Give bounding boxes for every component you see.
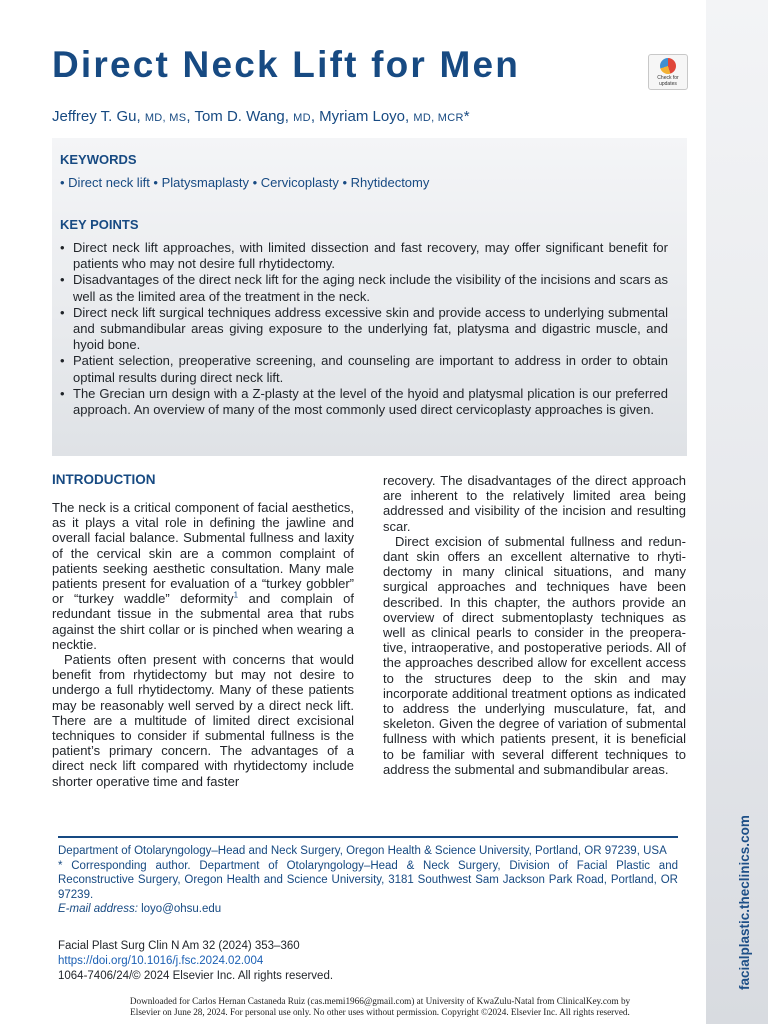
paragraph: recovery. The disadvantages of the direct approach are inherent to the relatively limited area being addressed and visibility of the incision and resulting scar. — [383, 473, 686, 534]
journal-url[interactable]: facialplastic.theclinics.com — [737, 815, 752, 990]
corresponding-author: * Corresponding author. Department of Otolaryngology–Head & Neck Surgery, Division of Facial Plastic and Reconstructive Surgery, Oregon Health and Science University, 3181 Southwest Sam Jackson Park Road, Portland, OR 97239. — [58, 859, 678, 901]
paragraph: The neck is a critical component of facial aesthetics, as it plays a vital role in defining the jawline and overall facial balance. Submental fullness and laxity of the cervical skin are a common complaint of patients seeking aesthetic consultation. Many male patients present for evaluation of a “turkey gobbler” or “turkey waddle” deformity$^1$ and complain of redundant tissue in the submental area that rubs against the shirt collar or is pinched when wearing a necktie. — [52, 500, 354, 652]
author-degree: MD, MCR — [413, 112, 464, 124]
journal-citation: Facial Plast Surg Clin N Am 32 (2024) 353–360 — [58, 940, 300, 952]
crossmark-icon — [660, 58, 676, 74]
author-list: Jeffrey T. Gu, MD, MS, Tom D. Wang, MD, Myriam Loyo, MD, MCR* — [52, 108, 470, 125]
keyword: Cervicoplasty — [260, 175, 339, 190]
affiliations — [58, 844, 678, 917]
doi-link[interactable]: https://doi.org/10.1016/j.fsc.2024.02.004 — [58, 955, 264, 967]
key-points-heading: KEY POINTS — [60, 217, 139, 232]
key-points-list — [60, 240, 668, 418]
affiliation-divider — [58, 836, 678, 838]
author-degree: MD, MS — [144, 112, 187, 124]
keyword: Platysmaplasty — [161, 175, 250, 190]
copyright-line: 1064-7406/24/© 2024 Elsevier Inc. All rights reserved. — [58, 970, 334, 982]
paragraph: Direct excision of submental fullness and redundant skin offers an excellent alternative to rhytidectomy in many clinical situations, and many surgical approaches and techniques have been described. In this chapter, the authors provide an overview of direct submentoplasty techniques as well as clinical pearls to consider in the preoperative, intraoperative, and postoperative periods. All of the approaches described allow for excellent access to the structures deep to the skin and may incorporate additional treatment options as indicated to address the underlying musculature, fat, and skeleton. Given the degree of variation of submental fullness with which patients present, it is beneficial to be familiar with several different techniques to address the submental and submandibular areas. — [383, 533, 686, 777]
paragraph: Patients often present with concerns that would benefit from rhytidectomy but may not desire to undergo a full rhytidectomy. Many of these patients may be reasonably well served by a direct neck lift. There are a multitude of limited direct excisional techniques to consider if submental fullness is the patient’s primary concern. The advantages of a direct neck lift compared with rhytidectomy include shorter operative time and faster — [52, 652, 354, 789]
author-name: Tom D. Wang — [194, 108, 285, 125]
key-point: • Direct neck lift approaches, with limited dissection and fast recovery, may offer significant benefit for patients who may not desire full rhytidectomy. — [60, 240, 668, 272]
email-line: E-mail address: loyo@ohsu.edu — [58, 903, 222, 916]
keyword-list: • Direct neck lift • Platysmaplasty • Cervicoplasty • Rhytidectomy — [60, 175, 430, 190]
article-title: Direct Neck Lift for Men — [52, 44, 521, 85]
right-column — [383, 473, 686, 777]
key-point: • Direct neck lift surgical techniques address excessive skin and provide access to underlying submental and submandibular areas giving exposure to the underlying fat, platysma and digastric muscle, and hyoid bone. — [60, 305, 668, 354]
reference-link[interactable]: 1 — [233, 590, 239, 600]
author-name: Jeffrey T. Gu — [52, 108, 137, 125]
keywords-heading: KEYWORDS — [60, 152, 137, 167]
keyword: Rhytidectomy — [350, 175, 430, 190]
badge-label: Check for updates — [657, 75, 679, 87]
key-point: • Disadvantages of the direct neck lift for the aging neck include the visibility of the incisions and scars as well as the limited area of the treatment in the neck. — [60, 272, 668, 304]
department-affiliation: Department of Otolaryngology–Head and Neck Surgery, Oregon Health & Science University, Portland, OR 97239, USA — [58, 845, 667, 857]
email-link[interactable]: loyo@ohsu.edu — [141, 903, 222, 916]
keyword: Direct neck lift — [68, 175, 150, 190]
introduction-heading: INTRODUCTION — [52, 472, 156, 487]
citation-block — [58, 939, 333, 984]
left-column — [52, 500, 354, 789]
author-name: Myriam Loyo — [319, 108, 406, 125]
check-for-updates-badge[interactable] — [648, 54, 688, 90]
download-footer: Downloaded for Carlos Hernan Castaneda Ruiz (cas.memi1966@gmail.com) at University of KwaZulu-Natal from ClinicalKey.com by Elsevier on June 28, 2024. For personal use only. No other uses without permission. Copyright ©2024. Elsevier Inc. All rights reserved. — [129, 996, 631, 1017]
key-point: • Patient selection, preoperative screening, and counseling are important to address in order to obtain optimal results during direct neck lift. — [60, 353, 668, 385]
key-point: • The Grecian urn design with a Z-plasty at the level of the hyoid and platysmal plication is our preferred approach. An overview of many of the most commonly used direct cervicoplasty approaches is given. — [60, 386, 668, 418]
author-degree: MD — [293, 112, 311, 124]
